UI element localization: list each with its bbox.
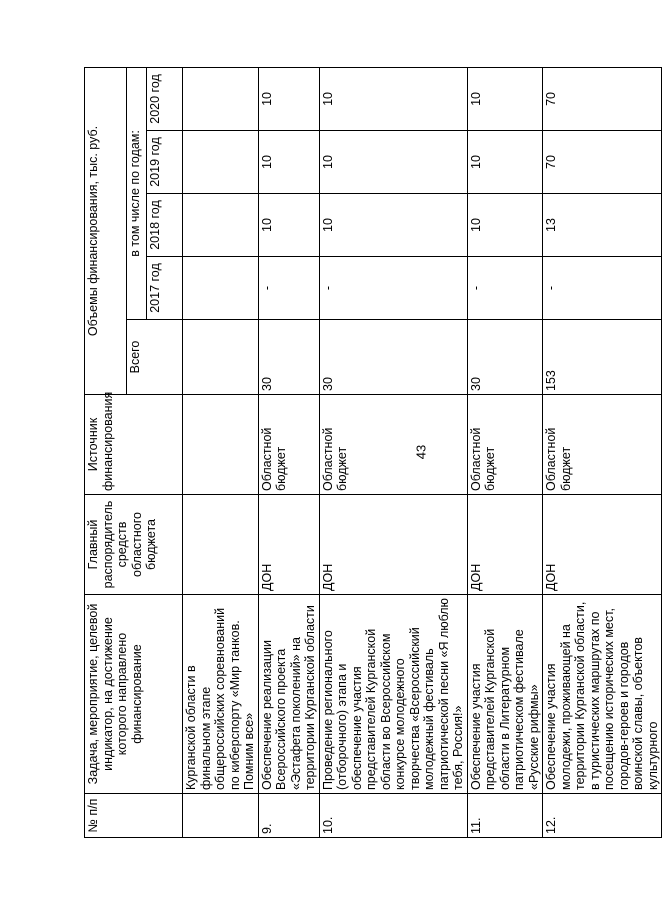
- row-source: [183, 395, 259, 495]
- row-source: Областной бюджет: [467, 395, 543, 495]
- row-total: [183, 320, 259, 395]
- row-2019: 10: [467, 131, 543, 194]
- row-total: 153: [543, 320, 662, 395]
- row-distributor: ДОН: [319, 495, 467, 595]
- row-total: 30: [319, 320, 467, 395]
- row-task: Курганской области в финальном этапе общероссийских соревнований по киберспорту «Мир танков. Помним все»: [183, 595, 259, 794]
- row-2018: 10: [258, 194, 319, 257]
- table-row: [319, 67, 467, 837]
- row-2017: -: [319, 257, 467, 320]
- row-distributor: ДОН: [543, 495, 662, 595]
- row-2018: [183, 194, 259, 257]
- row-2019: 10: [258, 131, 319, 194]
- header-num: № п/п: [85, 794, 183, 838]
- header-total: Всего: [127, 320, 183, 395]
- row-2020: 10: [319, 67, 467, 130]
- row-distributor: ДОН: [258, 495, 319, 595]
- financing-table: [84, 67, 662, 838]
- row-2017: -: [543, 257, 662, 320]
- row-2019: [183, 131, 259, 194]
- header-year-2018: 2018 год: [147, 194, 183, 257]
- row-total: 30: [467, 320, 543, 395]
- header-year-2020: 2020 год: [147, 67, 183, 130]
- header-task: Задача, мероприятие, целевой индикатор, на достижение которого направлено финансирование: [85, 595, 183, 794]
- table-row: [467, 67, 543, 837]
- header-distributor: Главный распорядитель средств областного бюджета: [85, 495, 183, 595]
- row-distributor: [183, 495, 259, 595]
- header-volumes: Объемы финансирования, тыс. руб.: [85, 67, 127, 394]
- row-num: 11.: [467, 794, 543, 838]
- row-2017: [183, 257, 259, 320]
- row-2018: 10: [467, 194, 543, 257]
- header-source: Источник финансирования: [85, 395, 183, 495]
- row-2020: 10: [258, 67, 319, 130]
- row-task: Обеспечение участия молодежи, проживающей на территории Курганской области, в туристических маршрутах по посещению исторических мест, городов-героев и городов воинской славы, объектов культурного: [543, 595, 662, 794]
- row-source: Областной бюджет: [543, 395, 662, 495]
- row-2018: 13: [543, 194, 662, 257]
- header-year-2019: 2019 год: [147, 131, 183, 194]
- row-task: Проведение регионального (отборочного) этапа и обеспечение участия представителей Курганской области во Всероссийском конкурсе молодежного творчества «Всероссийский молодежный фестиваль патриотической песни «Я люблю тебя, Россия!»: [319, 595, 467, 794]
- row-num: 10.: [319, 794, 467, 838]
- table-row: [543, 67, 662, 837]
- page-number: 43: [413, 444, 429, 460]
- row-2018: 10: [319, 194, 467, 257]
- row-2020: [183, 67, 259, 130]
- row-task: Обеспечение участия представителей Курганской области в Литературном патриотическом фестивале «Русские рифмы»: [467, 595, 543, 794]
- row-2019: 70: [543, 131, 662, 194]
- rotated-page-content: [84, 68, 660, 838]
- row-distributor: ДОН: [467, 495, 543, 595]
- row-task: Обеспечение реализации Всероссийского проекта «Эстафета поколений» на территории Курганской области: [258, 595, 319, 794]
- row-source: Областной бюджет: [258, 395, 319, 495]
- row-2017: -: [258, 257, 319, 320]
- row-2019: 10: [319, 131, 467, 194]
- row-total: 30: [258, 320, 319, 395]
- row-2020: 70: [543, 67, 662, 130]
- header-by-years: в том числе по годам:: [127, 67, 147, 319]
- row-2017: -: [467, 257, 543, 320]
- row-num: 9.: [258, 794, 319, 838]
- table-row: [258, 67, 319, 837]
- table-row: [183, 67, 259, 837]
- row-num: [183, 794, 259, 838]
- header-row-1: [85, 67, 127, 837]
- row-source: Областной бюджет: [319, 395, 467, 495]
- header-year-2017: 2017 год: [147, 257, 183, 320]
- row-num: 12.: [543, 794, 662, 838]
- row-2020: 10: [467, 67, 543, 130]
